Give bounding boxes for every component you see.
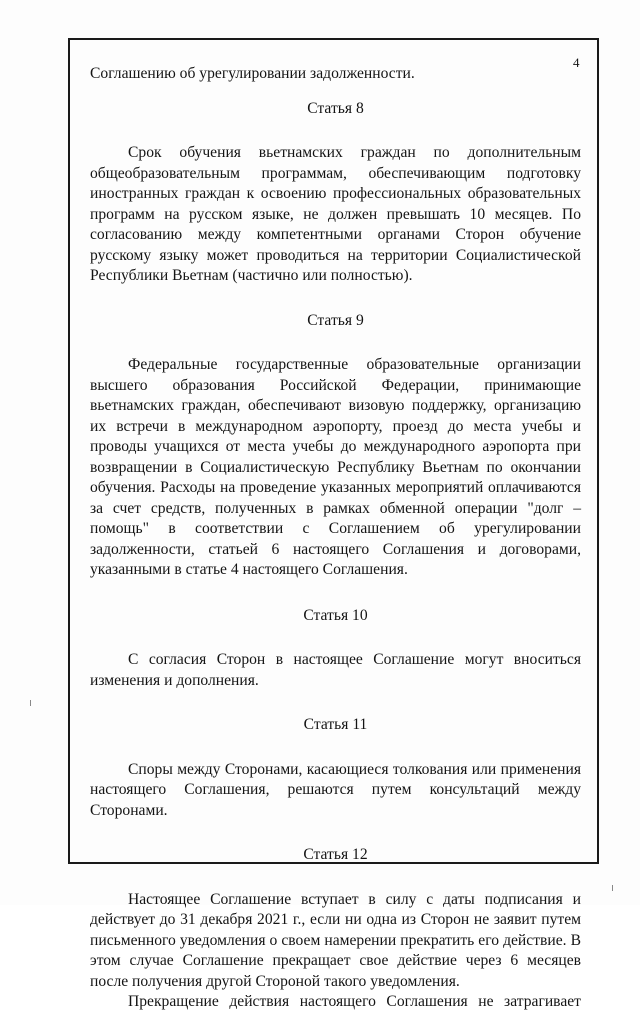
lead-paragraph: Соглашению об урегулировании задолженности. <box>90 65 415 82</box>
article-heading: Статья 8 <box>307 99 364 117</box>
article-paragraph: Срок обучения вьетнамских граждан по дополнительным общеобразовательным программам, обеспечивающим подготовку иностранных граждан к освоению профессиональных образовательных программ на русском языке, не должен превышать 10 месяцев. По согласованию между компетентными органами Сторон обучение русскому языку может проводиться на территории Социалистической Республики Вьетнам (частично или полностью). <box>90 144 581 284</box>
article-paragraph: Настоящее Соглашение вступает в силу с даты подписания и действует до 31 декабря 2021 г., если ни одна из Сторон не заявит путем письменного уведомления о своем намерении прекратить его действие. В этом случае Соглашение прекращает свое действие через 6 месяцев после получения другой Стороной такого уведомления. <box>90 890 581 990</box>
page-number: 4 <box>573 55 580 70</box>
article-9 <box>90 311 581 581</box>
article-paragraph: С согласия Сторон в настоящее Соглашение могут вноситься изменения и дополнения. <box>90 651 581 689</box>
document-body <box>90 64 581 1013</box>
scan-mark <box>30 700 31 706</box>
article-11 <box>90 715 581 821</box>
article-heading: Статья 12 <box>303 846 368 863</box>
article-8 <box>90 99 581 287</box>
article-paragraph: Федеральные государственные образовательные организации высшего образования Российской Федерации, принимающие вьетнамских граждан, обеспечивают визовую поддержку, организацию их встречи в международном аэропорту, проезд до места учебы и проводы учащихся от места учебы до международного аэропорта при возвращении в Социалистическую Республику Вьетнам по окончании обучения. Расходы на проведение указанных мероприятий оплачиваются за счет средств, полученных в рамках обменной операции "долг – помощь" в соответствии с Соглашением об урегулировании задолженности, статьей 6 настоящего Соглашения и договорами, указанными в статье 4 настоящего Соглашения. <box>90 356 581 578</box>
article-paragraph: Прекращение действия настоящего Соглашения не затрагивает <box>128 993 581 1010</box>
article-heading: Статья 9 <box>307 311 364 329</box>
article-10 <box>90 606 581 692</box>
article-heading: Статья 10 <box>303 606 368 624</box>
article-heading: Статья 11 <box>303 716 368 733</box>
article-12 <box>90 845 581 1013</box>
scan-mark <box>612 885 613 891</box>
article-paragraph: Споры между Сторонами, касающиеся толкования или применения настоящего Соглашения, решаются путем консультаций между Сторонами. <box>90 760 581 819</box>
